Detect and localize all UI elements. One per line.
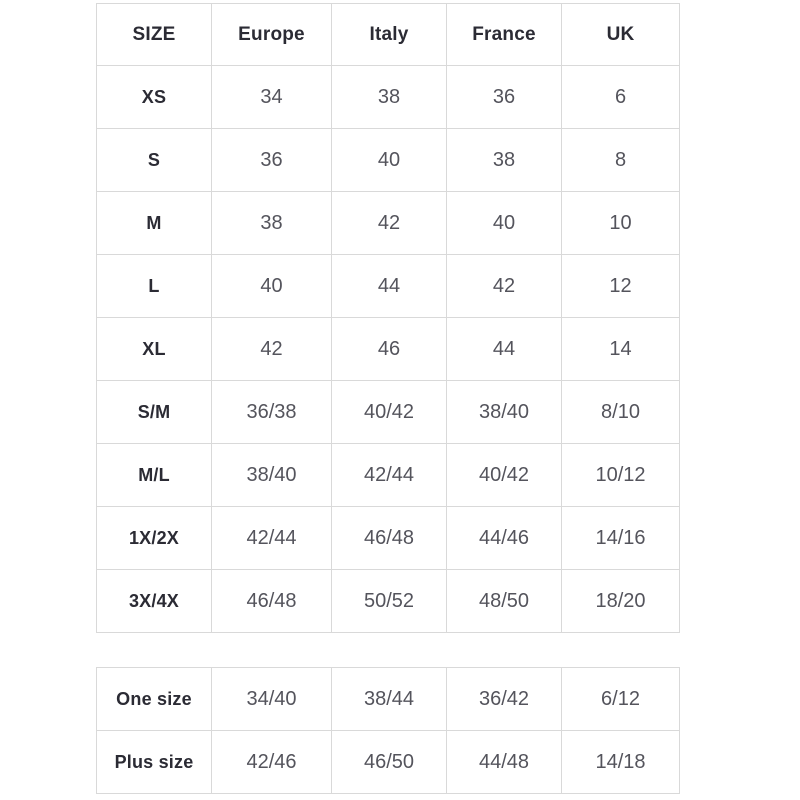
value-cell: 14/18 [562, 731, 680, 794]
table-row [97, 255, 680, 318]
value-cell: 46/48 [212, 570, 332, 633]
value-cell: 36/38 [212, 381, 332, 444]
value-cell: 38 [212, 192, 332, 255]
value-cell: 44 [332, 255, 447, 318]
size-label-cell: L [97, 255, 212, 318]
column-header-size: SIZE [97, 4, 212, 66]
table-row [97, 192, 680, 255]
value-cell: 46/50 [332, 731, 447, 794]
size-label-cell: 1X/2X [97, 507, 212, 570]
value-cell: 38/40 [447, 381, 562, 444]
value-cell: 6 [562, 66, 680, 129]
value-cell: 10 [562, 192, 680, 255]
size-label-cell: One size [97, 668, 212, 731]
size-label-cell: S/M [97, 381, 212, 444]
value-cell: 40 [212, 255, 332, 318]
value-cell: 50/52 [332, 570, 447, 633]
value-cell: 6/12 [562, 668, 680, 731]
column-header-italy: Italy [332, 4, 447, 66]
value-cell: 44/46 [447, 507, 562, 570]
header-row [97, 4, 680, 66]
column-header-uk: UK [562, 4, 680, 66]
size-label-cell: 3X/4X [97, 570, 212, 633]
value-cell: 40/42 [332, 381, 447, 444]
value-cell: 42/44 [332, 444, 447, 507]
table-row [97, 381, 680, 444]
value-cell: 34 [212, 66, 332, 129]
value-cell: 18/20 [562, 570, 680, 633]
value-cell: 44 [447, 318, 562, 381]
value-cell: 14 [562, 318, 680, 381]
combined-sizes-table [96, 667, 680, 794]
value-cell: 46 [332, 318, 447, 381]
value-cell: 42/46 [212, 731, 332, 794]
value-cell: 12 [562, 255, 680, 318]
value-cell: 36/42 [447, 668, 562, 731]
value-cell: 38 [332, 66, 447, 129]
column-header-europe: Europe [212, 4, 332, 66]
column-header-france: France [447, 4, 562, 66]
size-label-cell: S [97, 129, 212, 192]
value-cell: 40 [332, 129, 447, 192]
size-label-cell: XL [97, 318, 212, 381]
size-label-cell: M/L [97, 444, 212, 507]
value-cell: 40 [447, 192, 562, 255]
value-cell: 42 [447, 255, 562, 318]
value-cell: 10/12 [562, 444, 680, 507]
table-row [97, 731, 680, 794]
value-cell: 42 [332, 192, 447, 255]
size-conversion-table [96, 3, 680, 633]
table-row [97, 318, 680, 381]
value-cell: 38/40 [212, 444, 332, 507]
value-cell: 8 [562, 129, 680, 192]
table-row [97, 66, 680, 129]
value-cell: 40/42 [447, 444, 562, 507]
value-cell: 42 [212, 318, 332, 381]
value-cell: 42/44 [212, 507, 332, 570]
value-cell: 8/10 [562, 381, 680, 444]
size-label-cell: Plus size [97, 731, 212, 794]
value-cell: 38 [447, 129, 562, 192]
value-cell: 36 [212, 129, 332, 192]
size-label-cell: XS [97, 66, 212, 129]
table-row [97, 507, 680, 570]
value-cell: 14/16 [562, 507, 680, 570]
value-cell: 44/48 [447, 731, 562, 794]
value-cell: 46/48 [332, 507, 447, 570]
value-cell: 48/50 [447, 570, 562, 633]
table-row [97, 570, 680, 633]
size-label-cell: M [97, 192, 212, 255]
value-cell: 36 [447, 66, 562, 129]
table-row [97, 129, 680, 192]
value-cell: 38/44 [332, 668, 447, 731]
table-row [97, 668, 680, 731]
table-row [97, 444, 680, 507]
value-cell: 34/40 [212, 668, 332, 731]
